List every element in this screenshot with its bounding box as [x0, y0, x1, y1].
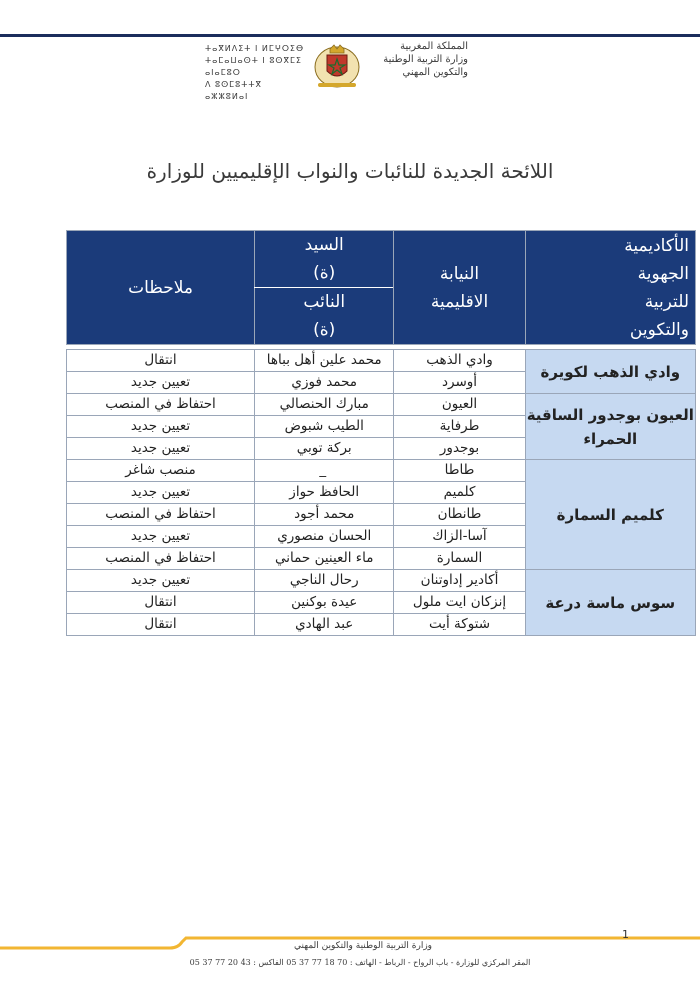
name-cell: بركة توبي [255, 438, 394, 460]
note-cell: منصب شاغر [67, 460, 255, 482]
name-cell: محمد علين أهل بباها [255, 350, 394, 372]
note-cell: انتقال [67, 592, 255, 614]
niyaba-cell: أوسرد [394, 372, 525, 394]
note-cell: تعيين جديد [67, 570, 255, 592]
document-title: اللائحة الجديدة للنائبات والنواب الإقليميين للوزارة [146, 159, 554, 183]
header-notes: ملاحظات [67, 231, 255, 345]
niyaba-cell: كلميم [394, 482, 525, 504]
note-cell: تعيين جديد [67, 438, 255, 460]
header-name-bottom: النائب (ة) [255, 288, 394, 345]
header-niyaba: النيابة الاقليمية [394, 231, 525, 345]
note-cell: تعيين جديد [67, 372, 255, 394]
name-cell: محمد أجود [255, 504, 394, 526]
name-cell: الحافظ حواز [255, 482, 394, 504]
name-cell: الطيب شبوض [255, 416, 394, 438]
footer-address: المقر المركزي للوزارة - باب الرواح - الرباط - الهاتف : 70 18 77 37 05 الفاكس : 43 20 77 37 05 [189, 958, 531, 967]
name-cell: محمد فوزي [255, 372, 394, 394]
page-number: 1 [622, 928, 629, 941]
name-cell: مبارك الحنصالي [255, 394, 394, 416]
table-row [67, 570, 696, 592]
academy-cell: العيون بوجدور الساقية الحمراء [525, 394, 695, 460]
note-cell: احتفاظ في المنصب [67, 548, 255, 570]
table-row [67, 350, 696, 372]
niyaba-cell: وادي الذهب [394, 350, 525, 372]
tifinagh-line-2: ⵜⴰⵎⴰⵡⴰⵙⵜ ⵏ ⵓⵙⴳⵎⵉ ⴰⵏⴰⵎⵓⵔ [205, 56, 302, 77]
note-cell: تعيين جديد [67, 526, 255, 548]
table-row [67, 460, 696, 482]
tifinagh-line-3: ⴷ ⵓⵙⵎⵓⵜⵜⴳ ⴰⵣⵣⵓⵍⴰⵏ [205, 80, 262, 101]
niyaba-cell: شتوكة أيت [394, 614, 525, 636]
header-line-3: والتكوين المهني [402, 67, 468, 78]
academy-cell: كلميم السمارة [525, 460, 695, 570]
tifinagh-line-1: ⵜⴰⴳⵍⴷⵉⵜ ⵏ ⵍⵎⵖⵔⵉⴱ [205, 44, 305, 53]
top-rule [0, 34, 700, 37]
note-cell: احتفاظ في المنصب [67, 394, 255, 416]
niyaba-cell: أكادير إداوتنان [394, 570, 525, 592]
note-cell: تعيين جديد [67, 482, 255, 504]
academy-cell: وادي الذهب لكويرة [525, 350, 695, 394]
note-cell: تعيين جديد [67, 416, 255, 438]
ministry-header-tifinagh [205, 43, 305, 103]
header-line-1: المملكة المغربية [400, 41, 468, 52]
niyaba-cell: بوجدور [394, 438, 525, 460]
appointments-table [66, 230, 696, 636]
header-line-2: وزارة التربية الوطنية [383, 54, 468, 65]
name-cell: رحال الناجي [255, 570, 394, 592]
note-cell: انتقال [67, 350, 255, 372]
name-cell: عبد الهادي [255, 614, 394, 636]
niyaba-cell: طاطا [394, 460, 525, 482]
name-cell: عيدة بوكنين [255, 592, 394, 614]
name-cell: الحسان منصوري [255, 526, 394, 548]
coat-of-arms-emblem [310, 39, 364, 89]
niyaba-cell: العيون [394, 394, 525, 416]
name-cell: _ [255, 460, 394, 482]
note-cell: انتقال [67, 614, 255, 636]
table-body [67, 345, 696, 636]
ministry-header-arabic [376, 40, 468, 79]
niyaba-cell: طرفاية [394, 416, 525, 438]
header-academy: الأكاديمية الجهوية للتربية والتكوين [525, 231, 695, 345]
niyaba-cell: إنزكان ايت ملول [394, 592, 525, 614]
academy-cell: سوس ماسة درعة [525, 570, 695, 636]
table-row [67, 394, 696, 416]
name-cell: ماء العينين حماني [255, 548, 394, 570]
header-name-top: السيد (ة) [255, 231, 394, 288]
niyaba-cell: طانطان [394, 504, 525, 526]
niyaba-cell: السمارة [394, 548, 525, 570]
footer-ministry: وزارة التربية الوطنية والتكوين المهني [293, 941, 433, 951]
niyaba-cell: آسا-الزاك [394, 526, 525, 548]
note-cell: احتفاظ في المنصب [67, 504, 255, 526]
